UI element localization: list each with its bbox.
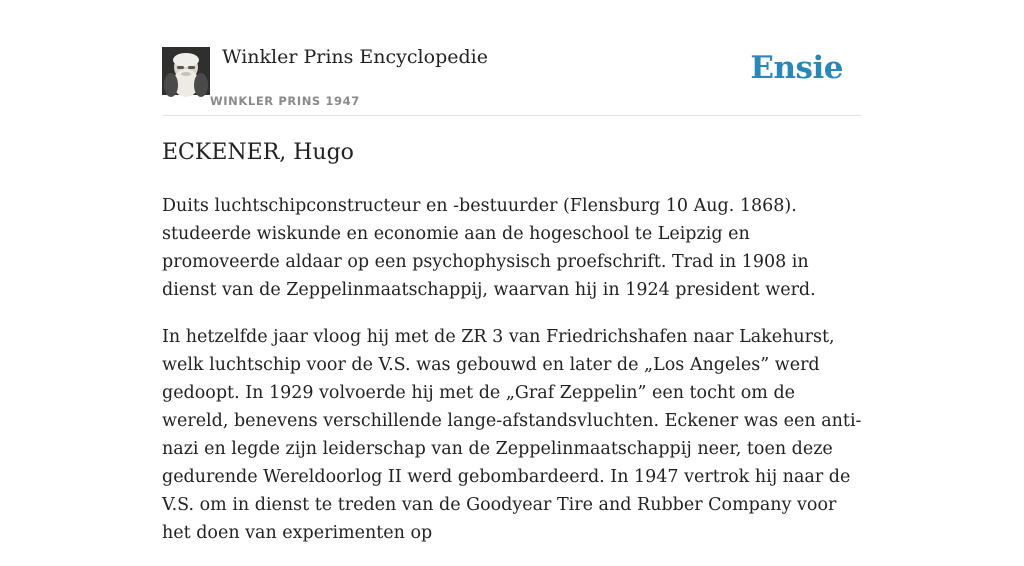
article-body [162,192,862,566]
ensie-logo-link[interactable]: Ensie [750,50,843,86]
edition-label: WINKLER PRINS 1947 [210,94,360,108]
encyclopedia-avatar[interactable] [162,47,210,95]
article-title: ECKENER, Hugo [162,140,354,165]
article-paragraph-2: In hetzelfde jaar vloog hij met de ZR 3 van Friedrichshafen naar Lakehurst, welk luchtschip voor de V.S. was gebouwd en later de „Los Angeles” werd gedoopt. In 1929 volvoerde hij met de „Graf Zeppelin” een tocht om de wereld, benevens verschillende lange-afstandsvluchten. Eckener was een anti-nazi en legde zijn leiderschap van de Zeppelinmaatschappij neer, toen deze gedurende Wereldoorlog II werd gebombardeerd. In 1947 vertrok hij naar de V.S. om in dienst te treden van de Goodyear Tire and Rubber Company voor het doen van experimenten op [162,327,862,543]
bearded-man-portrait-icon [162,47,210,95]
article-paragraph-1: Duits luchtschipconstructeur en -bestuurder (Flensburg 10 Aug. 1868). studeerde wiskunde en economie aan de hogeschool te Leipzig en promoveerde aldaar op een psychophysisch proefschrift. Trad in 1908 in dienst van de Zeppelinmaatschappij, waarvan hij in 1924 president werd. [162,196,816,300]
page-container [162,0,862,543]
encyclopedia-name[interactable]: Winkler Prins Encyclopedie [222,46,488,68]
header [162,0,862,116]
